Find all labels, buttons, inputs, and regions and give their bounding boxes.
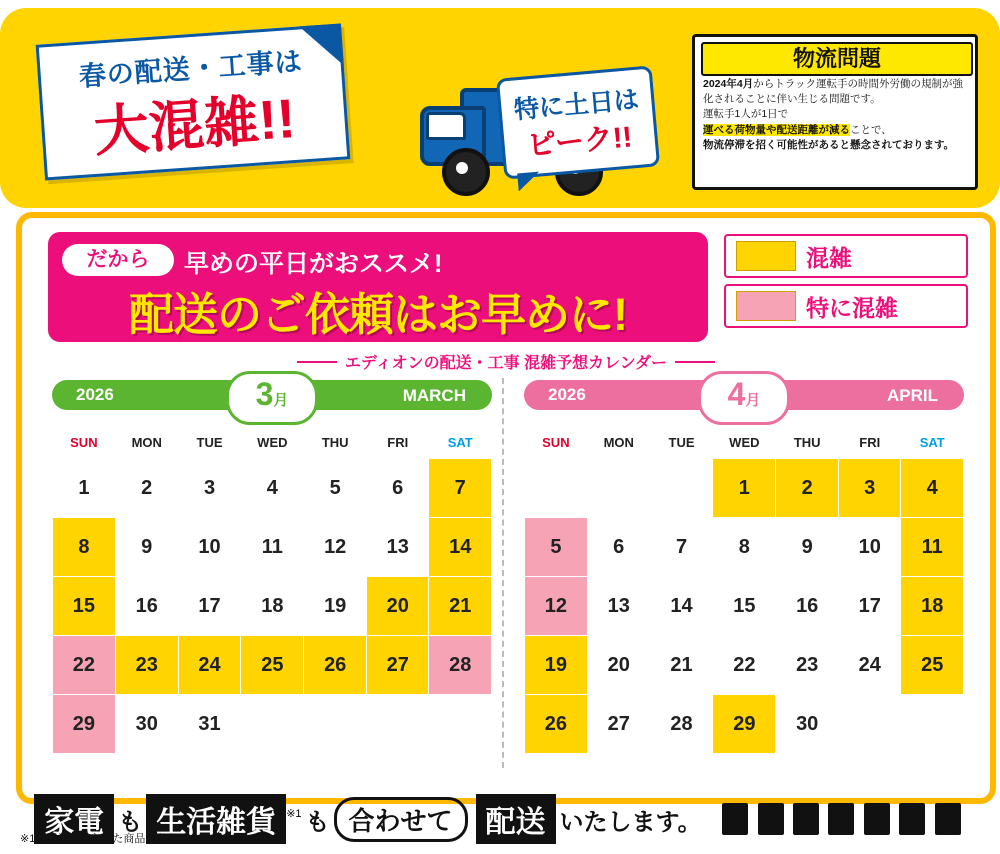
logistics-body	[703, 77, 967, 153]
logistics-p1-post: からトラック運転手の時間外労働の規制が強化されることに伴い生じる問題です。	[703, 78, 963, 106]
calendar-day-cell[interactable]: 17	[839, 577, 901, 636]
calendar-subtitle	[22, 350, 990, 373]
calendar-empty-cell	[241, 695, 304, 754]
dishwasher-icon	[935, 803, 961, 835]
peak-callout	[496, 65, 660, 179]
calendar-day-cell[interactable]: 12	[304, 518, 367, 577]
calendar-day-cell[interactable]: 19	[525, 636, 588, 695]
legend-swatch-busy	[736, 241, 796, 271]
appliance-icons	[722, 803, 966, 835]
calendar-april-month-number	[701, 376, 787, 413]
calendar-week-row	[53, 518, 492, 577]
calendar-march-header	[52, 376, 492, 412]
calendar-day-cell[interactable]: 9	[776, 518, 839, 577]
calendar-empty-cell	[587, 459, 650, 518]
refrigerator-icon	[722, 803, 748, 835]
calendar-week-row	[53, 577, 492, 636]
request-early-banner	[48, 232, 708, 342]
calendar-day-cell[interactable]: 23	[115, 636, 178, 695]
weekday-thu: THU	[793, 434, 821, 450]
calendar-day-cell[interactable]: 26	[304, 636, 367, 695]
truck-wheel-icon	[442, 148, 490, 196]
calendar-april-grid	[524, 426, 964, 754]
peak-line-2: ピーク!!	[525, 121, 634, 163]
footer-zakka: 生活雑貨	[146, 794, 286, 844]
calendar-day-cell[interactable]: 20	[587, 636, 650, 695]
calendar-march-month-en: MARCH	[402, 386, 466, 405]
flag-line-2: 大混雑!!	[91, 86, 298, 163]
weekday-mon: MON	[131, 434, 162, 450]
calendar-week-row	[53, 459, 492, 518]
weekday-recommend-text: 早めの平日がおススメ!	[184, 250, 443, 278]
calendar-day-cell[interactable]: 18	[241, 577, 304, 636]
calendar-day-cell[interactable]: 15	[713, 577, 776, 636]
calendar-day-cell[interactable]: 19	[304, 577, 367, 636]
calendar-april-header	[524, 376, 964, 412]
calendar-week-row	[525, 636, 964, 695]
calendar-day-cell[interactable]: 9	[115, 518, 178, 577]
flag-line-1: 春の配送・工事は	[77, 46, 304, 92]
footer-kaden: 家電	[34, 794, 114, 844]
calendar-empty-cell	[429, 695, 492, 754]
march-month-num: 3	[255, 376, 274, 412]
footnote: ※1：当社で購入した商品となります。	[20, 833, 211, 845]
calendar-panel	[16, 212, 996, 804]
legend-item-very-busy	[724, 284, 968, 328]
calendar-week-row	[525, 577, 964, 636]
weekday-thu: THU	[321, 434, 349, 450]
calendar-day-cell[interactable]: 30	[776, 695, 839, 754]
calendar-day-cell[interactable]: 29	[713, 695, 776, 754]
truck-window-icon	[426, 112, 466, 140]
calendar-march-month-badge	[226, 371, 318, 425]
calendar-day-cell[interactable]: 14	[429, 518, 492, 577]
march-month-kanji: 月	[273, 392, 289, 409]
calendar-day-cell[interactable]: 7	[650, 518, 713, 577]
top-banner	[0, 8, 1000, 208]
calendar-march-body	[53, 459, 492, 754]
logistics-info-box	[692, 34, 978, 190]
footer-itashimasu: いたします。	[559, 808, 702, 836]
calendar-day-cell[interactable]: 6	[587, 518, 650, 577]
calendar-empty-cell	[525, 459, 588, 518]
weekday-sun: SUN	[70, 434, 98, 450]
calendar-day-cell[interactable]: 13	[367, 518, 429, 577]
rice-cooker-icon	[864, 803, 890, 835]
calendar-day-cell[interactable]: 2	[776, 459, 839, 518]
calendar-day-cell[interactable]: 21	[429, 577, 492, 636]
calendar-week-row	[525, 695, 964, 754]
legend-swatch-very-busy	[736, 291, 796, 321]
calendar-march-year: 2026	[76, 385, 114, 404]
calendar-day-cell[interactable]: 31	[178, 695, 241, 754]
calendar-day-cell[interactable]: 8	[53, 518, 116, 577]
logistics-p3-post: ことで、	[850, 123, 892, 136]
legend-label-very-busy: 特に混雑	[806, 294, 898, 321]
calendar-day-cell[interactable]: 16	[776, 577, 839, 636]
calendar-empty-cell	[650, 459, 713, 518]
air-purifier-icon	[899, 803, 925, 835]
dakara-badge: だから	[62, 244, 174, 276]
footer-haiso: 配送	[476, 794, 556, 844]
calendar-day-cell[interactable]: 7	[429, 459, 492, 518]
calendar-day-cell[interactable]: 5	[525, 518, 588, 577]
calendar-day-cell[interactable]: 8	[713, 518, 776, 577]
calendar-april-month-badge	[698, 371, 790, 425]
weekday-header-row	[525, 426, 964, 459]
calendar-day-cell[interactable]: 1	[713, 459, 776, 518]
legend	[724, 234, 968, 334]
legend-label-busy: 混雑	[806, 244, 852, 271]
calendar-day-cell[interactable]: 27	[587, 695, 650, 754]
calendar-april	[524, 376, 964, 754]
calendar-march	[52, 376, 492, 754]
television-icon	[793, 803, 819, 835]
calendar-day-cell[interactable]: 2	[115, 459, 178, 518]
calendar-empty-cell	[367, 695, 429, 754]
april-month-kanji: 月	[745, 392, 761, 409]
calendar-april-year: 2026	[548, 385, 586, 404]
subtitle-text: エディオンの配送・工事 混雑予想カレンダー	[344, 355, 668, 372]
callout-tail-icon	[517, 172, 540, 192]
weekday-sun: SUN	[542, 434, 570, 450]
logistics-title: 物流問題	[701, 42, 973, 76]
calendar-day-cell[interactable]: 1	[53, 459, 116, 518]
calendar-day-cell[interactable]: 22	[713, 636, 776, 695]
footer-mo-1: も	[118, 808, 143, 836]
weekday-sat: SAT	[919, 434, 945, 450]
subtitle-rule-left	[297, 361, 337, 363]
calendar-day-cell[interactable]: 26	[525, 695, 588, 754]
calendar-day-cell[interactable]: 20	[367, 577, 429, 636]
calendar-day-cell[interactable]: 13	[587, 577, 650, 636]
calendar-day-cell[interactable]: 12	[525, 577, 588, 636]
calendar-day-cell[interactable]: 15	[53, 577, 116, 636]
calendar-day-cell[interactable]: 17	[178, 577, 241, 636]
calendar-day-cell[interactable]: 27	[367, 636, 429, 695]
calendar-day-cell[interactable]: 10	[839, 518, 901, 577]
calendar-day-cell[interactable]: 4	[901, 459, 964, 518]
logistics-p2: 運転手1人が1日で	[703, 108, 789, 121]
calendar-day-cell[interactable]: 28	[650, 695, 713, 754]
calendar-day-cell[interactable]: 25	[901, 636, 964, 695]
calendar-march-grid	[52, 426, 492, 754]
weekday-mon: MON	[603, 434, 634, 450]
calendar-day-cell[interactable]: 4	[241, 459, 304, 518]
washing-machine-icon	[758, 803, 784, 835]
calendar-week-row	[53, 636, 492, 695]
calendar-day-cell[interactable]: 14	[650, 577, 713, 636]
logistics-p3-highlight: 運べる荷物量や配送距離が減る	[703, 123, 850, 136]
calendar-empty-cell	[304, 695, 367, 754]
logistics-p1-pre: 2024年4月	[703, 78, 754, 90]
footer-mo-2: も	[305, 808, 330, 836]
calendar-day-cell[interactable]: 28	[429, 636, 492, 695]
calendar-april-month-en: APRIL	[887, 386, 938, 405]
logistics-p4: 物流停滞を招く可能性があると懸念されております。	[703, 138, 955, 151]
calendar-march-month-number	[229, 376, 315, 413]
calendar-divider	[502, 378, 504, 768]
calendar-day-cell[interactable]: 25	[241, 636, 304, 695]
calendar-day-cell[interactable]: 3	[839, 459, 901, 518]
calendar-april-body	[525, 459, 964, 754]
footer-awasete: 合わせて	[334, 797, 468, 842]
subtitle-rule-right	[675, 361, 715, 363]
calendar-day-cell[interactable]: 29	[53, 695, 116, 754]
headline-flag	[36, 23, 351, 180]
calendar-week-row	[525, 518, 964, 577]
weekday-wed: WED	[729, 434, 760, 450]
footer-zakka-sup: ※1	[286, 807, 302, 820]
weekday-fri: FRI	[859, 434, 881, 450]
calendar-day-cell[interactable]: 11	[901, 518, 964, 577]
weekday-sat: SAT	[447, 434, 473, 450]
calendar-day-cell[interactable]: 22	[53, 636, 116, 695]
calendar-day-cell[interactable]: 18	[901, 577, 964, 636]
calendar-day-cell[interactable]: 24	[839, 636, 901, 695]
calendar-week-row	[53, 695, 492, 754]
weekday-tue: TUE	[668, 434, 695, 450]
weekday-wed: WED	[257, 434, 288, 450]
weekday-tue: TUE	[196, 434, 223, 450]
banner-main-text: 配送のご依頼はお早めに!	[129, 289, 627, 340]
calendar-day-cell[interactable]: 23	[776, 636, 839, 695]
peak-line-1: 特に土日は	[512, 85, 640, 125]
calendar-day-cell[interactable]: 30	[115, 695, 178, 754]
calendar-day-cell[interactable]: 16	[115, 577, 178, 636]
calendar-day-cell[interactable]: 6	[367, 459, 429, 518]
calendar-day-cell[interactable]: 3	[178, 459, 241, 518]
weekday-fri: FRI	[387, 434, 409, 450]
april-month-num: 4	[727, 376, 746, 412]
calendar-empty-cell	[839, 695, 901, 754]
calendar-day-cell[interactable]: 24	[178, 636, 241, 695]
weekday-header-row	[53, 426, 492, 459]
calendar-empty-cell	[901, 695, 964, 754]
microwave-icon	[828, 803, 854, 835]
calendar-day-cell[interactable]: 11	[241, 518, 304, 577]
legend-item-busy	[724, 234, 968, 278]
calendar-day-cell[interactable]: 10	[178, 518, 241, 577]
calendar-week-row	[525, 459, 964, 518]
calendar-day-cell[interactable]: 21	[650, 636, 713, 695]
calendar-day-cell[interactable]: 5	[304, 459, 367, 518]
